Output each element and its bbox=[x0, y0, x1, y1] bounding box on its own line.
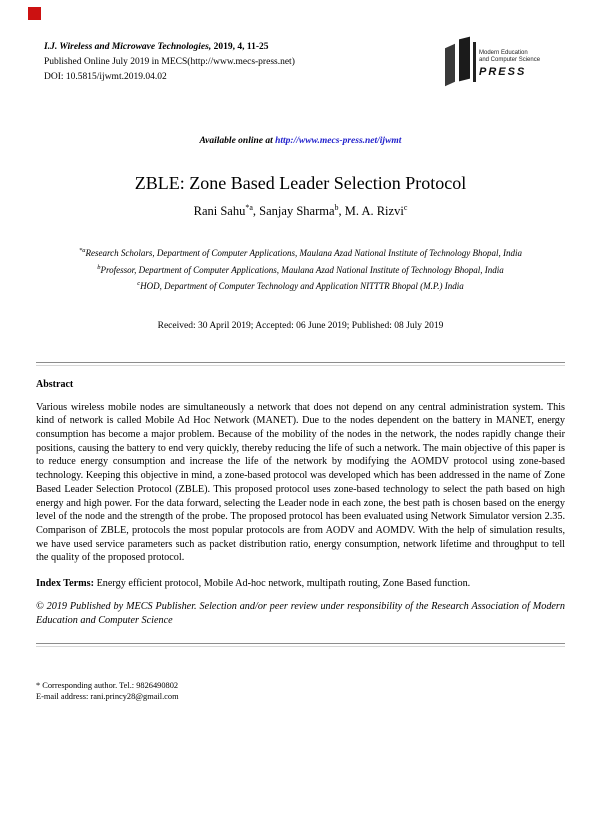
logo-text-line2: and Computer Science bbox=[479, 57, 541, 63]
author-affiliation-mark: *a bbox=[245, 203, 253, 212]
section-divider bbox=[36, 643, 565, 647]
available-online-line bbox=[36, 136, 565, 146]
index-terms-label: Index Terms: bbox=[36, 578, 95, 590]
index-terms-text: Energy efficient protocol, Mobile Ad-hoc network, multipath routing, Zone Based function. bbox=[96, 578, 471, 590]
affiliation-text: Professor, Department of Computer Applications, Maulana Azad National Institute of Technology Bhopal, India bbox=[100, 264, 504, 275]
affiliations-block bbox=[36, 244, 565, 294]
author-affiliation-mark: b bbox=[334, 203, 339, 212]
published-online-line: Published Online July 2019 in MECS(http://www.mecs-press.net) bbox=[44, 57, 295, 67]
affiliation-text: HOD, Department of Computer Technology and Application NITTTR Bhopal (M.P.) India bbox=[140, 281, 464, 292]
author-separator: , bbox=[338, 204, 345, 219]
logo-text-block bbox=[479, 50, 540, 78]
author-affiliation-mark: c bbox=[403, 203, 408, 212]
abstract-heading: Abstract bbox=[36, 378, 74, 390]
journal-issue-info: 2019, 4, 11-25 bbox=[211, 42, 269, 52]
abstract-text: Various wireless mobile nodes are simultaneously a network that does not depend on any central administration system. This kind of network is called Mobile Ad Hoc Network (MANET). Due to the nodes dependent on the battery in MANET, energy consumption has become a major problem. Because of the mobility of the nodes in the network, the nodes rapidly change their positions, causing the battery to end very quickly, thereby reducing the life of such a network. The main objective of this paper is to reduce energy consumption and increase the life of the network by modifying the AOMDV protocol using zone-based technology. Keeping this objective in mind, a zone-based protocol was developed which has been addressed in the name of Zone Based Leader Selection Protocol (ZBLE). This proposed protocol uses zone-based technology to select the path based on high energy and high power. For the data forward, selecting the Leader node in each zone, the best path is chosen based on the energy level of the node and the strength of the probe. The proposed protocol has been evaluated using Network Simulator version 2.35. Comparison of ZBLE, protocols the most popular protocols are from AODV and AOMDV. With the help of simulation results, we have used service parameters such as packet distribution ratio, energy consumption, network lifetime and throughput to tell the quality of the proposed protocol. bbox=[36, 401, 565, 564]
annotation-marker bbox=[28, 7, 41, 20]
journal-citation-line bbox=[44, 40, 295, 55]
doi-line: DOI: 10.5815/ijwmt.2019.04.02 bbox=[44, 72, 167, 82]
journal-info-block bbox=[36, 40, 295, 85]
section-divider bbox=[36, 362, 565, 366]
available-online-prefix: Available online at bbox=[199, 136, 276, 146]
journal-url-link[interactable]: http://www.mecs-press.net/ijwmt bbox=[275, 136, 402, 146]
author-name: Rani Sahu bbox=[193, 204, 246, 219]
affiliation-mark: b bbox=[97, 263, 101, 271]
author-name: M. A. Rizvi bbox=[344, 204, 404, 219]
book-icon bbox=[445, 44, 455, 86]
journal-header bbox=[36, 0, 565, 92]
mecs-press-logo bbox=[433, 34, 565, 92]
logo-press-label: PRESS bbox=[479, 66, 527, 78]
affiliation-mark: c bbox=[137, 280, 141, 288]
paper-title: ZBLE: Zone Based Leader Selection Protocol bbox=[134, 173, 467, 193]
logo-text-line1: Modern Education bbox=[479, 50, 528, 56]
email-address-line: E-mail address: rani.princy28@gmail.com bbox=[36, 691, 179, 701]
footnote-block bbox=[36, 680, 565, 702]
affiliation-line bbox=[48, 244, 553, 261]
book-spine-icon bbox=[473, 42, 476, 82]
index-terms-line bbox=[36, 578, 565, 589]
affiliation-mark: *a bbox=[79, 247, 86, 255]
affiliation-line bbox=[48, 261, 553, 278]
journal-name: I.J. Wireless and Microwave Technologies, bbox=[44, 42, 212, 52]
author-name: Sanjay Sharma bbox=[259, 204, 335, 219]
book-icon bbox=[459, 37, 470, 82]
affiliation-text: Research Scholars, Department of Computer Applications, Maulana Azad National Institute of Technology Bhopal, India bbox=[85, 248, 522, 259]
corresponding-author-line: * Corresponding author. Tel.: 9826490802 bbox=[36, 680, 179, 690]
copyright-notice: © 2019 Published by MECS Publisher. Selection and/or peer review under responsibility of the Research Association of Modern Education and Computer Science bbox=[36, 601, 565, 626]
received-accepted-published-line: Received: 30 April 2019; Accepted: 06 June 2019; Published: 08 July 2019 bbox=[157, 320, 444, 331]
authors-line bbox=[36, 203, 565, 219]
author-separator: , bbox=[252, 204, 260, 219]
affiliation-line bbox=[48, 277, 553, 294]
